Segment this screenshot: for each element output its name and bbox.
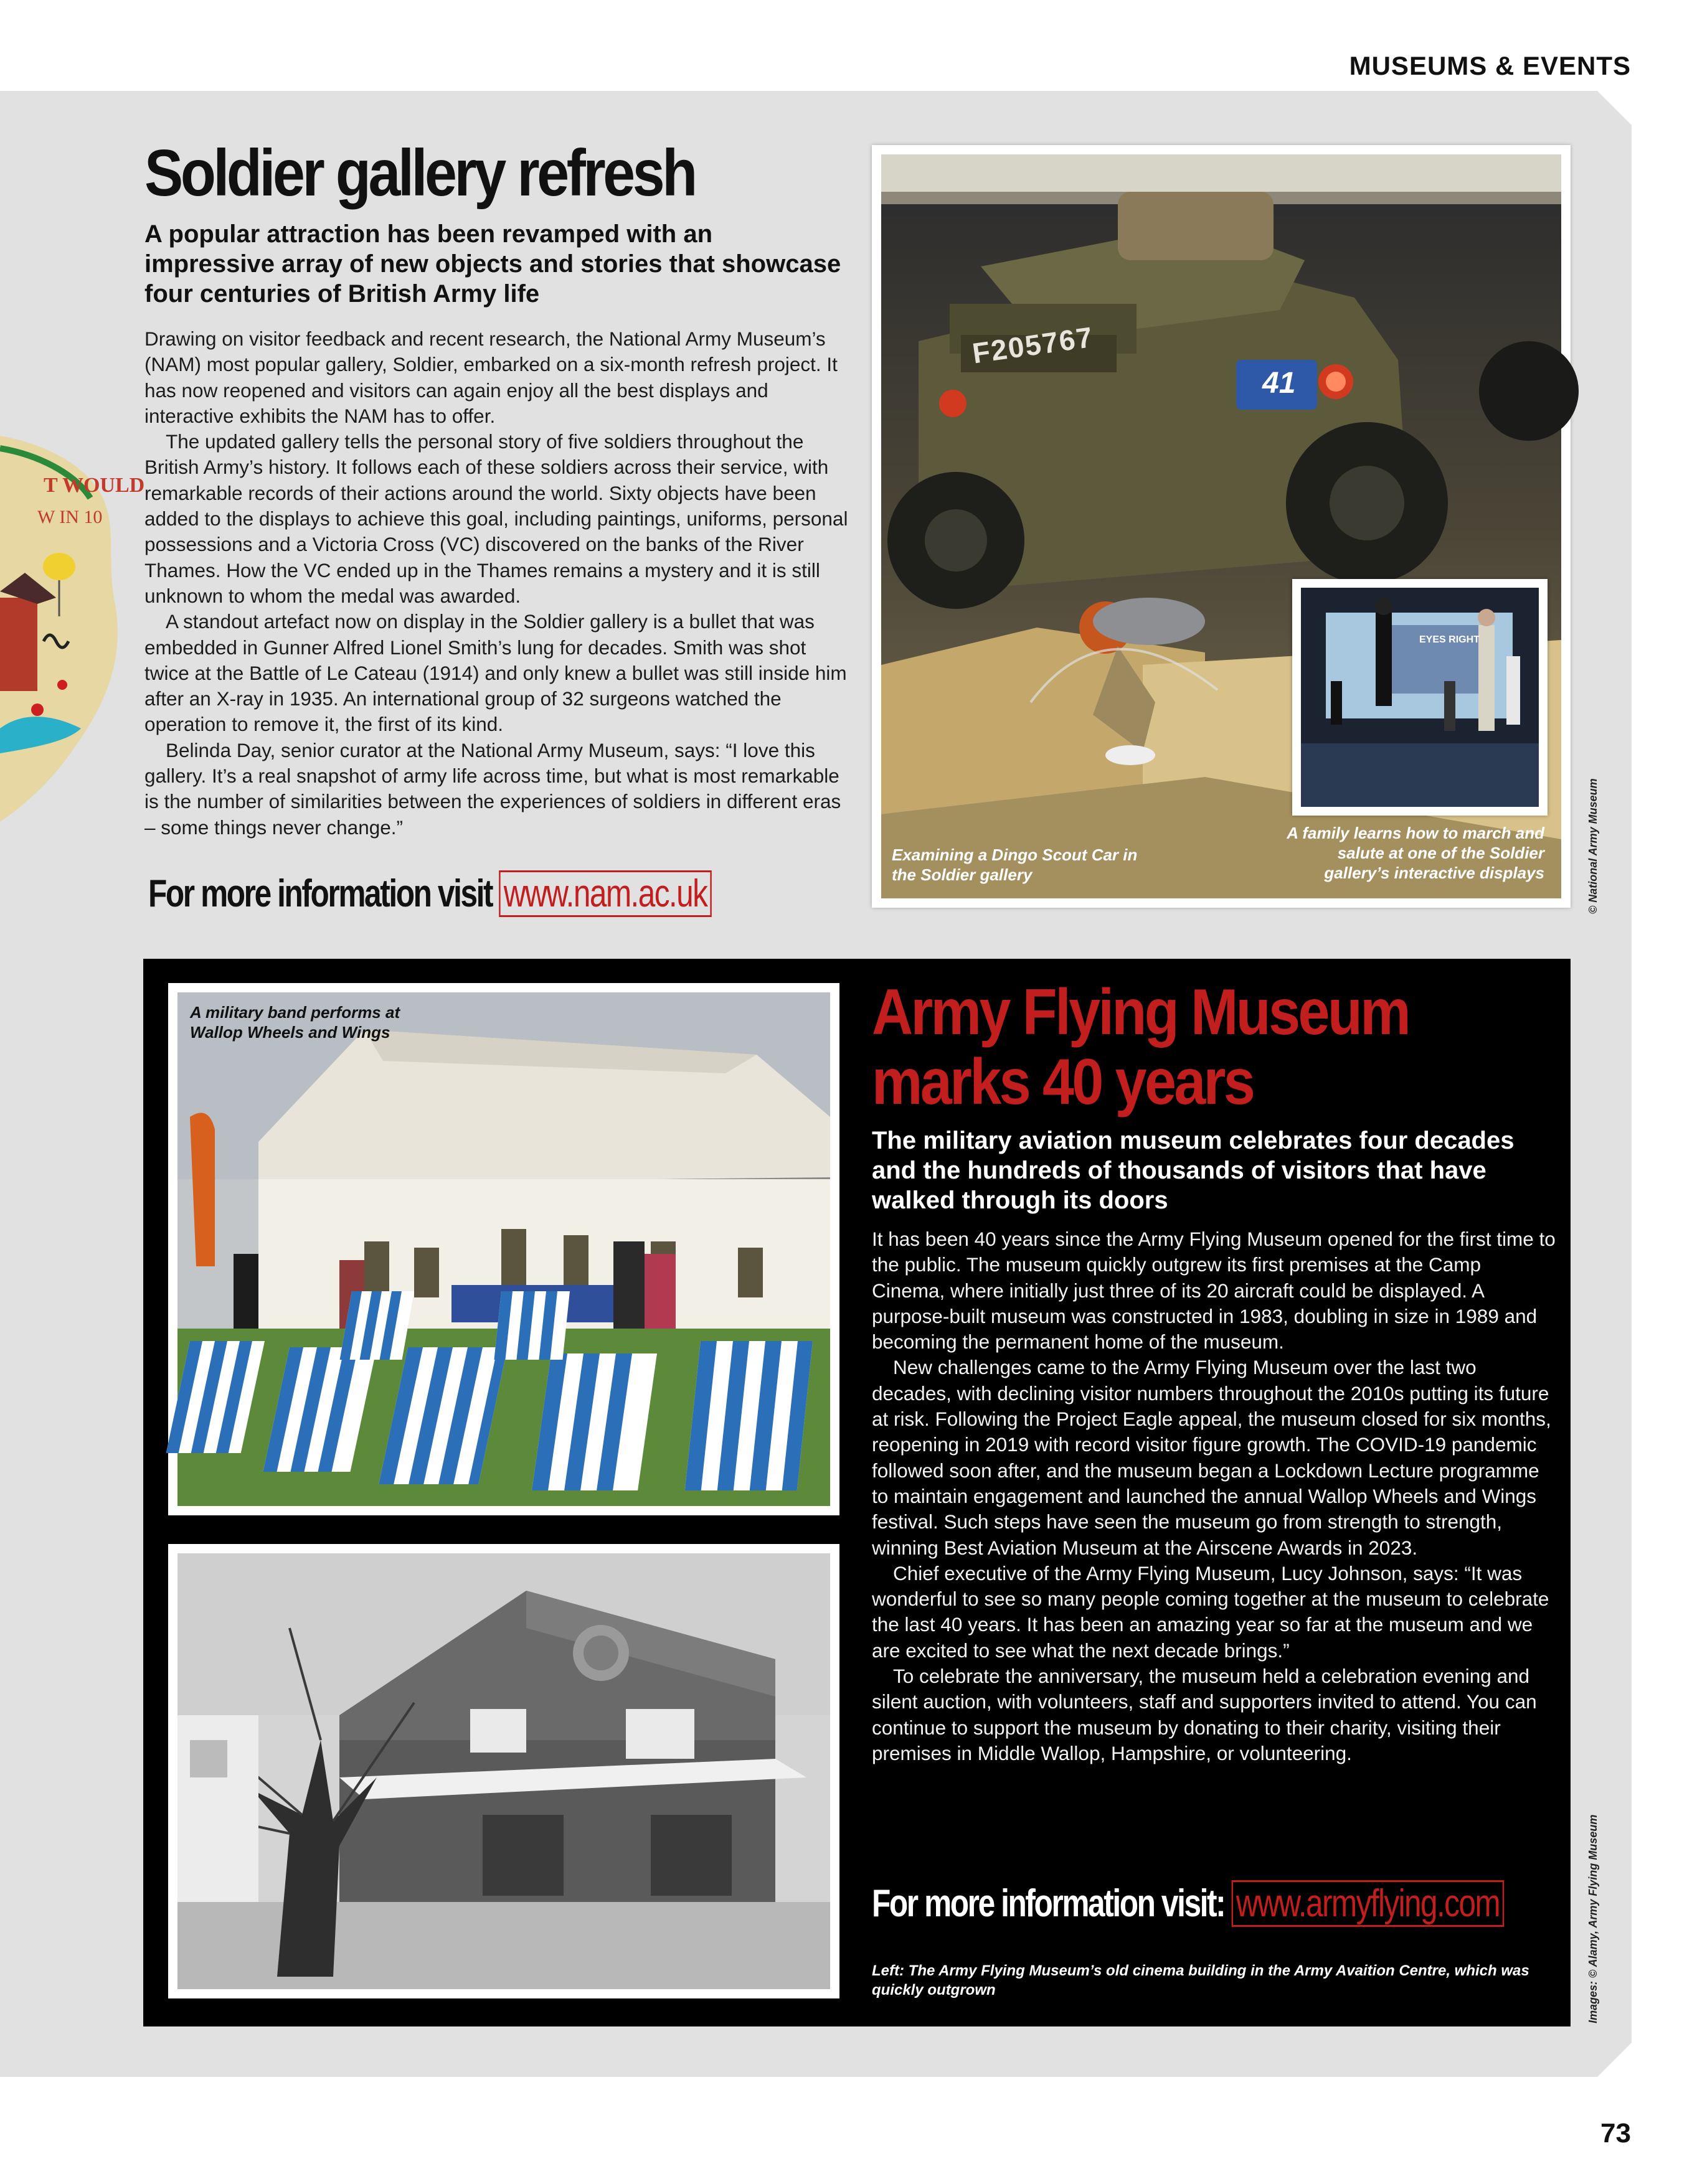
body-paragraph: Belinda Day, senior curator at the National Army Museum, says: “I love this gallery. It’s a real snapshot of army life across time, but what is most remarkable is the number of similarities between the experiences of soldiers in different eras – some things never change.” <box>144 738 841 839</box>
afm-headline-line2: marks 40 years <box>872 1046 1254 1118</box>
soldier-headline: Soldier gallery refresh <box>144 136 695 210</box>
caption-dingo: Examining a Dingo Scout Car in the Soldier gallery <box>892 845 1138 884</box>
vehicle-registration: F205767 <box>970 320 1096 370</box>
body-paragraph: The updated gallery tells the personal story of five soldiers throughout the British Army’s history. It follows each of these soldiers across their service, with remarkable records of their actions around the world. Sixty objects have been added to the displays to achieve this goal, including paintings, uniforms, personal possessions and a Victoria Cross (VC) discovered on the banks of the River Thames. How the VC ended up in the Thames remains a mystery and it is still unknown to whom the medal was awarded. <box>144 430 848 607</box>
soldier-standfirst: A popular attraction has been revamped with an impressive array of new objects and stories that showcase four centuries of British Army life <box>144 220 841 308</box>
caption-family: A family learns how to march and salute at one of the Soldier gallery’s interactive displays <box>1287 824 1544 882</box>
body-paragraph: A standout artefact now on display in the Soldier gallery is a bullet that was embedded in Gunner Alfred Lionel Smith’s lung for decades. Smith was shot twice at the Battle of Le Cateau (1914) and only knew a bullet was still inside him after an X-ray in 1935. An international group of 32 surgeons watched the operation to remove it, the first of its kind. <box>144 610 847 736</box>
page-number: 73 <box>1600 2118 1631 2149</box>
credit-afm: Images: © Alamy, Army Flying Museum <box>1587 1814 1599 2023</box>
afm-standfirst: The military aviation museum celebrates four decades and the hundreds of thousands of visitors that have walked through its doors <box>872 1127 1515 1214</box>
body-paragraph: New challenges came to the Army Flying Museum over the last two decades, with declining visitor numbers throughout the 2010s putting its future at risk. Following the Project Eagle appeal, the museum closed for six months, reopening in 2019 with record visitor figure growth. The COVID-19 pandemic followed soon after, and the museum began a Lockdown Lecture programme to maintain engagement and launched the annual Wallop Wheels and Wings festival. Such steps have seen the museum go from strength to strength, winning Best Aviation Museum at the Airscene Awards in 2023. <box>872 1356 1551 1559</box>
caption-band: A military band performs at Wallop Wheels and Wings <box>190 1003 400 1042</box>
more-info-label: For more information visit: <box>872 1882 1225 1925</box>
afm-body <box>872 1226 1557 1766</box>
soldier-body <box>144 326 851 840</box>
armyflying-link[interactable]: www.armyflying.com <box>1232 1880 1505 1927</box>
svg-text:T WOULD: T WOULD <box>44 474 145 497</box>
old-cinema-building-photo <box>177 1553 830 1989</box>
more-info-label: For more information visit <box>148 872 493 915</box>
military-band-photo <box>177 992 830 1506</box>
caption-text: The Army Flying Museum’s old cinema building in the Army Avaition Centre, which was quickly outgrown <box>872 1962 1529 1998</box>
afm-headline-line1: Army Flying Museum <box>872 976 1409 1048</box>
nam-link[interactable]: www.nam.ac.uk <box>499 870 712 917</box>
inset-screen-text: EYES RIGHT <box>1419 634 1480 645</box>
caption-old-cinema <box>872 1961 1557 2000</box>
afm-headline <box>872 977 1502 1117</box>
body-paragraph: Chief executive of the Army Flying Museum, Lucy Johnson, says: “It was wonderful to see so many people coming together at the museum to celebrate the last 40 years. It has been an amazing year so far at the museum and we are excited to see what the next decade brings.” <box>872 1561 1549 1662</box>
credit-nam: © National Army Museum <box>1587 778 1599 914</box>
body-paragraph: Drawing on visitor feedback and recent research, the National Army Museum’s (NAM) most popular gallery, Soldier, embarked on a six-month refresh project. It has now reopened and visitors can again enjoy all the best displays and interactive exhibits the NAM has to offer. <box>144 327 838 427</box>
afm-more-info <box>872 1881 1504 1926</box>
caption-prefix: Left: <box>872 1962 904 1979</box>
soldier-more-info <box>148 872 711 916</box>
svg-text:W IN 10: W IN 10 <box>37 507 103 527</box>
body-paragraph: It has been 40 years since the Army Flying Museum opened for the first time to the public. The museum quickly outgrew its first premises at the Camp Cinema, where initially just three of its 20 aircraft could be displayed. A purpose-built museum was constructed in 1983, doubling in size in 1989 and becoming the permanent home of the museum. <box>872 1228 1556 1353</box>
vehicle-roundel-number: 41 <box>1262 367 1296 400</box>
embroidered-patch-image <box>0 436 145 822</box>
family-march-photo <box>1301 588 1539 807</box>
body-paragraph: To celebrate the anniversary, the museum held a celebration evening and silent auction, with volunteers, staff and supporters invited to attend. You can continue to support the museum by donating to their charity, visiting their premises in Middle Wallop, Hampshire, or volunteering. <box>872 1665 1537 1764</box>
section-label: MUSEUMS & EVENTS <box>1349 51 1631 80</box>
